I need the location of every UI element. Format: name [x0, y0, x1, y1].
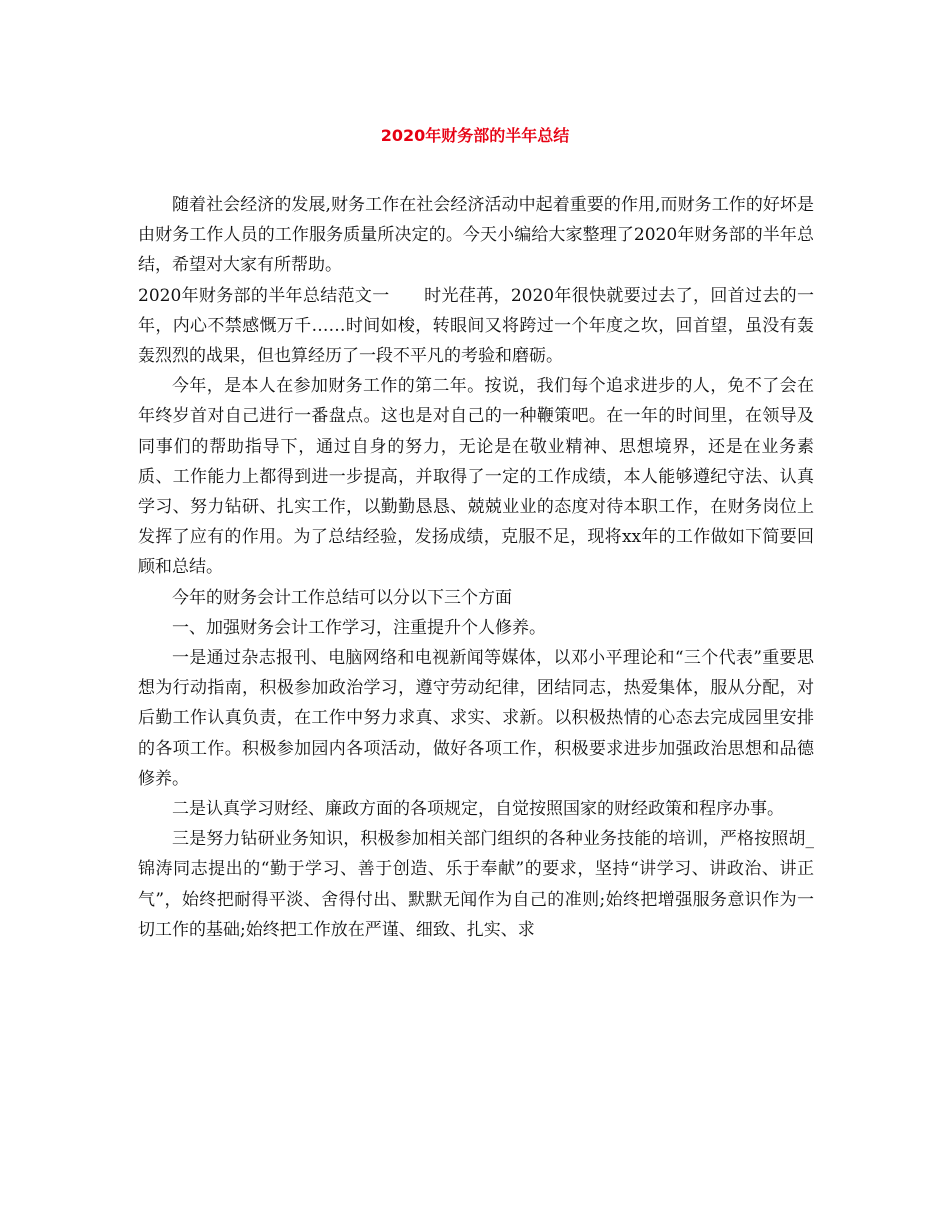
paragraph: 随着社会经济的发展,财务工作在社会经济活动中起着重要的作用,而财务工作的好坏是由财务工作人员的工作服务质量所决定的。今天小编给大家整理了2020年财务部的半年总结，希望对大家有所帮助。 — [138, 195, 814, 276]
paragraph: 一是通过杂志报刊、电脑网络和电视新闻等媒体，以邓小平理论和“三个代表”重要思想为行动指南，积极参加政治学习，遵守劳动纪律，团结同志，热爱集体，服从分配，对后勤工作认真负责，在工作中努力求真、求实、求新。以积极热情的心态去完成园里安排的各项工作。积极参加园内各项活动，做好各项工作，积极要求进步加强政治思想和品德修养。 — [138, 648, 814, 789]
paragraph: 今年，是本人在参加财务工作的第二年。按说，我们每个追求进步的人，免不了会在年终岁首对自己进行一番盘点。这也是对自己的一种鞭策吧。在一年的时间里，在领导及同事们的帮助指导下，通过自身的努力，无论是在敬业精神、思想境界，还是在业务素质、工作能力上都得到进一步提高，并取得了一定的工作成绩，本人能够遵纪守法、认真学习、努力钻研、扎实工作，以勤勤恳恳、兢兢业业的态度对待本职工作，在财务岗位上发挥了应有的作用。为了总结经验，发扬成绩，克服不足，现将xx年的工作做如下简要回顾和总结。 — [138, 376, 814, 578]
document-body — [138, 190, 814, 945]
paragraph: 今年的财务会计工作总结可以分以下三个方面 — [172, 587, 512, 608]
paragraph: 二是认真学习财经、廉政方面的各项规定，自觉按照国家的财经政策和程序办事。 — [172, 799, 784, 820]
paragraph: 一、加强财务会计工作学习，注重提升个人修养。 — [172, 617, 546, 638]
paragraph: 2020年财务部的半年总结范文一 时光荏苒，2020年很快就要过去了，回首过去的一年，内心不禁感慨万千……时间如梭，转眼间又将跨过一个年度之坎，回首望，虽没有轰轰烈烈的战果，但也算经历了一段不平凡的考验和磨砺。 — [138, 285, 814, 367]
paragraph: 三是努力钻研业务知识，积极参加相关部门组织的各种业务技能的培训，严格按照胡_锦涛同志提出的“勤于学习、善于创造、乐于奉献”的要求，坚持“讲学习、讲政治、讲正气”，始终把耐得平淡、舍得付出、默默无闻作为自己的准则;始终把增强服务意识作为一切工作的基础;始终把工作放在严谨、细致、扎实、求 — [138, 829, 814, 940]
document-title: 2020年财务部的半年总结 — [380, 126, 570, 145]
